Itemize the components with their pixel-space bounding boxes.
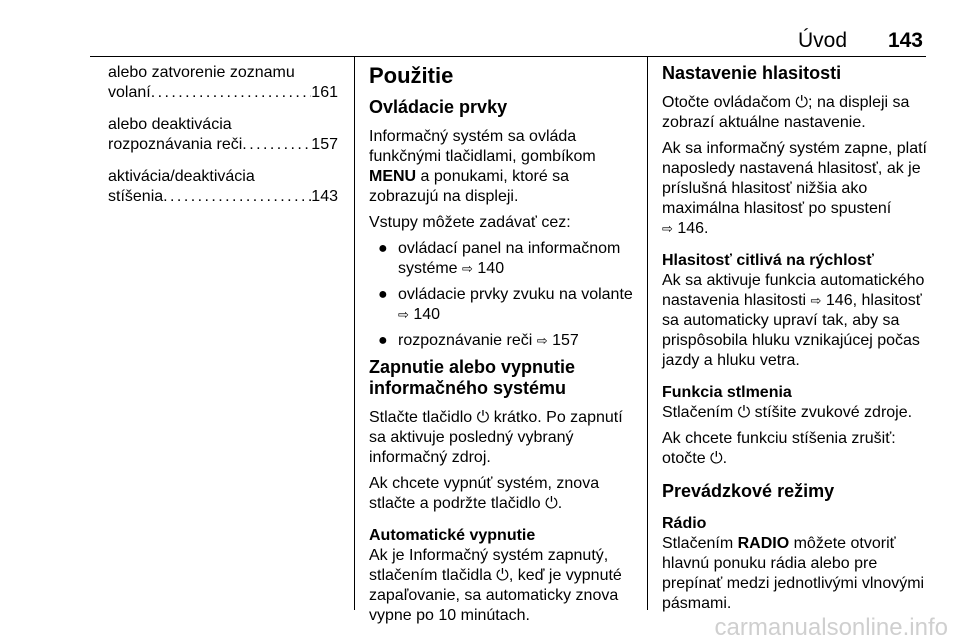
page-ref[interactable]: 140 <box>413 306 441 323</box>
index-entry-term: rozpoznávania reči <box>108 136 243 153</box>
text: , hlasitosť sa automaticky upraví tak, aby sa prispôsobila hluku vznikajúcej počas jazdy a hluku vetra. <box>662 292 922 369</box>
subheading-speed-volume: Hlasitosť citlivá na rýchlosť <box>662 252 874 269</box>
text: a ponukami, ktoré sa zobrazujú na displeji. <box>369 168 570 205</box>
page-ref[interactable]: 146 <box>825 292 853 309</box>
usage-column <box>369 63 637 632</box>
paragraph-speed-volume <box>662 271 930 371</box>
index-entry <box>108 115 338 155</box>
subheading-controls: Ovládacie prvky <box>369 97 508 117</box>
paragraph-volume-knob: Otočte ovládačom ⏻; na displeji sa zobrazí aktuálne nastavenie. <box>662 94 910 131</box>
index-entry-term: volaní <box>108 84 151 101</box>
index-entry-term: stíšenia <box>108 188 164 205</box>
bullet-icon: ● <box>378 286 388 303</box>
index-entry-line: alebo zatvorenie zoznamu <box>108 64 295 81</box>
text: Ak sa informačný systém zapne, platí naposledy nastavená hlasitosť, ak je príslušná hlasitosť nižšia ako maximálna hlasitosť po spustení <box>662 140 927 217</box>
subheading-on-off: Zapnutie alebo vypnutie informačného systému <box>369 357 576 398</box>
paragraph-volume-last <box>662 139 930 239</box>
text: Informačný systém sa ovláda funkčnými tlačidlami, gombíkom <box>369 128 596 165</box>
page-ref[interactable]: 140 <box>477 260 505 277</box>
text: ovládací panel na informačnom systéme <box>398 240 621 277</box>
subheading-volume: Nastavenie hlasitosti <box>662 63 842 83</box>
volume-column <box>662 63 930 620</box>
index-entry-leader <box>108 187 338 207</box>
input-list <box>369 239 637 351</box>
radio-key-label: RADIO <box>737 535 790 552</box>
paragraph-unmute: Ak chcete funkciu stíšenia zrušiť: otočte ⏻. <box>662 430 896 467</box>
bullet-icon: ● <box>378 332 388 349</box>
paragraph-controls <box>369 127 637 207</box>
text: Stlačením <box>662 535 738 552</box>
subheading-radio: Rádio <box>662 515 707 532</box>
index-entry-line: aktivácia/deaktivácia <box>108 168 255 185</box>
page-number: 143 <box>887 29 923 52</box>
text: môžete otvoriť hlavnú ponuku rádia alebo pre prepínať medzi jednotlivými vlnovými pásmami. <box>662 535 925 612</box>
watermark: carmanualsonline.info <box>714 614 948 641</box>
subheading-modes: Prevádzkové režimy <box>662 481 835 501</box>
paragraph-power-on: Stlačte tlačidlo ⏻ krátko. Po zapnutí sa aktivuje posledný vybraný informačný zdroj. <box>369 409 623 466</box>
index-entry-line: alebo deaktivácia <box>108 116 232 133</box>
page-ref[interactable]: 146. <box>677 220 709 237</box>
text: rozpoznávanie reči <box>398 332 533 349</box>
page-ref[interactable]: 157 <box>552 332 579 349</box>
page-ref-arrow-icon: ⇨ <box>462 261 473 276</box>
paragraph-mute: Stlačením ⏻ stíšite zvukové zdroje. <box>662 404 913 421</box>
section-heading-usage: Použitie <box>369 63 454 88</box>
index-entry <box>108 63 338 103</box>
list-item <box>369 239 637 279</box>
paragraph-radio <box>662 534 930 614</box>
leader-dots <box>242 135 311 155</box>
page-ref-arrow-icon: ⇨ <box>662 221 673 236</box>
leader-dots <box>163 187 311 207</box>
subheading-mute: Funkcia stlmenia <box>662 384 792 401</box>
paragraph-inputs: Vstupy môžete zadávať cez: <box>369 214 571 231</box>
index-entry-leader <box>108 83 338 103</box>
header-rule <box>90 56 926 57</box>
subheading-auto-off: Automatické vypnutie <box>369 527 536 544</box>
index-entry-page[interactable]: 161 <box>311 84 338 101</box>
bullet-icon: ● <box>378 240 388 257</box>
list-item <box>369 331 637 351</box>
index-column <box>108 63 338 219</box>
page-header <box>0 29 960 53</box>
text: ovládacie prvky zvuku na volante <box>398 286 633 303</box>
paragraph-auto-off: Ak je Informačný systém zapnutý, stlačením tlačidla ⏻, keď je vypnuté zapaľovanie, sa automaticky znova vypne po 10 minútach. <box>369 547 622 624</box>
index-entry-page[interactable]: 157 <box>311 136 338 153</box>
index-entry <box>108 167 338 207</box>
index-entry-leader <box>108 135 338 155</box>
page-ref-arrow-icon: ⇨ <box>810 293 822 308</box>
section-title: Úvod <box>797 29 847 52</box>
column-divider-1 <box>354 57 355 610</box>
page-ref-arrow-icon: ⇨ <box>536 333 548 348</box>
leader-dots <box>151 83 312 103</box>
page-ref-arrow-icon: ⇨ <box>398 307 409 322</box>
text: Ak sa aktivuje funkcia automatického nastavenia hlasitosti <box>662 272 925 309</box>
list-item <box>369 285 637 325</box>
menu-key-label: MENU <box>369 168 417 185</box>
index-entry-page[interactable]: 143 <box>311 188 338 205</box>
column-divider-2 <box>647 57 648 610</box>
paragraph-power-off: Ak chcete vypnúť systém, znova stlačte a podržte tlačidlo ⏻. <box>369 475 600 512</box>
